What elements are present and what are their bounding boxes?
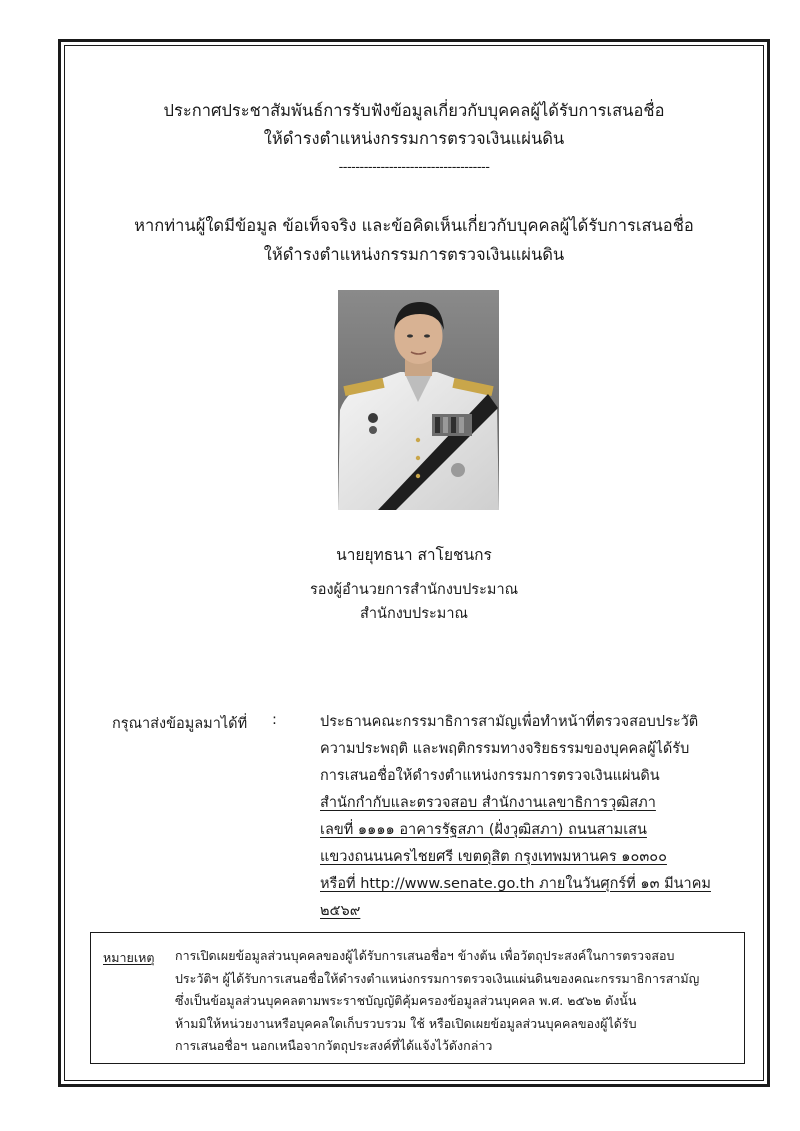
address-line: ประธานคณะกรรมาธิการสามัญเพื่อทำหน้าที่ตรวจสอบประวัติ	[320, 714, 699, 730]
address-line: การเสนอชื่อให้ดำรงตำแหน่งกรรมการตรวจเงินแผ่นดิน	[320, 768, 660, 784]
title-line-1: ประกาศประชาสัมพันธ์การรับฟังข้อมูลเกี่ยวกับบุคคลผู้ได้รับการเสนอชื่อ	[163, 101, 665, 120]
title-separator: ------------------------------------	[338, 160, 490, 175]
privacy-note-text	[175, 945, 740, 1058]
address-line: เลขที่ ๑๑๑๑ อาคารรัฐสภา (ฝั่งวุฒิสภา) ถนนสามเสน	[320, 822, 647, 838]
note-line: การเปิดเผยข้อมูลส่วนบุคคลของผู้ได้รับการเสนอชื่อฯ ข้างต้น เพื่อวัตถุประสงค์ในการตรวจสอบ	[175, 948, 675, 963]
note-line: ห้ามมิให้หน่วยงานหรือบุคคลใดเก็บรวบรวม ใช้ หรือเปิดเผยข้อมูลส่วนบุคคลของผู้ได้รับ	[175, 1015, 637, 1031]
address-line: ๒๕๖๙	[320, 903, 361, 919]
address-line: ความประพฤติ และพฤติกรรมทางจริยธรรมของบุคคลผู้ได้รับ	[320, 741, 690, 757]
address-line: สำนักกำกับและตรวจสอบ สำนักงานเลขาธิการวุฒิสภา	[320, 795, 656, 811]
subtitle-line-2: ให้ดำรงตำแหน่งกรรมการตรวจเงินแผ่นดิน	[263, 245, 565, 264]
position-line-2: สำนักงบประมาณ	[360, 606, 468, 622]
nominee-photo	[338, 290, 499, 510]
announcement-title	[64, 97, 764, 153]
send-address	[320, 709, 730, 925]
nominee-name: นายยุทธนา สาโยชนกร	[336, 546, 492, 564]
title-line-2: ให้ดำรงตำแหน่งกรรมการตรวจเงินแผ่นดิน	[263, 129, 565, 148]
subtitle-line-1: หากท่านผู้ใดมีข้อมูล ข้อเท็จจริง และข้อคิดเห็นเกี่ยวกับบุคคลผู้ได้รับการเสนอชื่อ	[134, 216, 694, 235]
position-line-1: รองผู้อำนวยการสำนักงบประมาณ	[309, 582, 519, 598]
nominee-position	[64, 578, 764, 626]
note-line: ซึ่งเป็นข้อมูลส่วนบุคคลตามพระราชบัญญัติคุ้มครองข้อมูลส่วนบุคคล พ.ศ. ๒๕๖๒ ดังนั้น	[175, 993, 637, 1008]
address-line-website[interactable]: หรือที่ http://www.senate.go.th ภายในวันศุกร์ที่ ๑๓ มีนาคม	[320, 876, 711, 892]
send-info-colon: :	[272, 712, 277, 728]
note-label: หมายเหตุ	[103, 950, 155, 965]
address-line: แขวงถนนนครไชยศรี เขตดุสิต กรุงเทพมหานคร ๑๐๓๐๐	[320, 849, 667, 865]
call-for-information	[64, 211, 764, 269]
note-line: การเสนอชื่อฯ นอกเหนือจากวัตถุประสงค์ที่ได้แจ้งไว้ดังกล่าว	[175, 1038, 493, 1053]
send-info-label: กรุณาส่งข้อมูลมาได้ที่	[112, 716, 248, 732]
note-line: ประวัติฯ ผู้ได้รับการเสนอชื่อให้ดำรงตำแหน่งกรรมการตรวจเงินแผ่นดินของคณะกรรมาธิการสามัญ	[175, 970, 700, 986]
